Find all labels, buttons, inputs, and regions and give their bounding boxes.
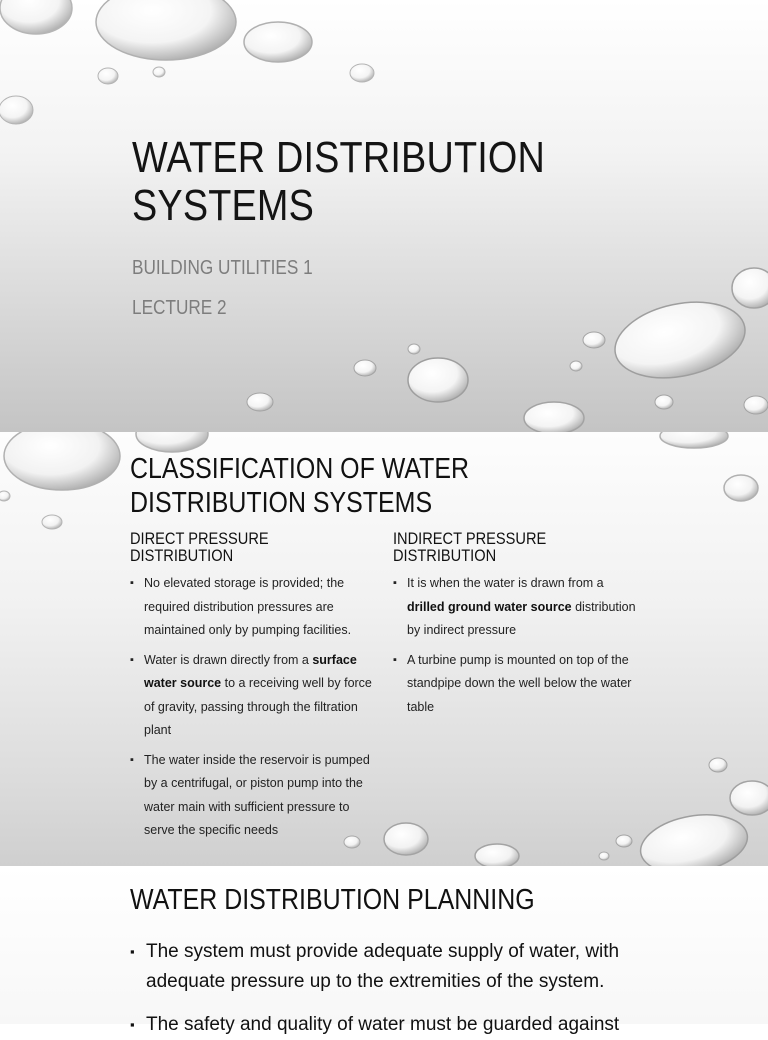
list-item xyxy=(130,649,380,743)
bullet-text: Water is drawn directly from a xyxy=(144,652,313,667)
list-item xyxy=(393,649,643,720)
direct-pressure-bullets xyxy=(130,572,380,843)
bullet-text: A turbine pump is mounted on top of the standpipe down the well below the water table xyxy=(407,652,632,714)
title-line-2: DISTRIBUTION SYSTEMS xyxy=(130,487,433,519)
bullet-text: The system must provide adequate supply of water, with adequate pressure up to the extremities of the system. xyxy=(146,941,620,992)
bullet-text: to a receiving well by force of gravity, passing through the filtration plant xyxy=(144,676,372,737)
indirect-pressure-heading xyxy=(393,530,608,564)
direct-pressure-column xyxy=(130,530,380,849)
title-line-2: SYSTEMS xyxy=(132,181,315,230)
planning-title: WATER DISTRIBUTION PLANNING xyxy=(130,884,535,916)
subtitle-lecture: LECTURE 2 xyxy=(132,297,227,319)
slide-title xyxy=(0,0,768,432)
heading-line-2: DISTRIBUTION xyxy=(130,546,234,565)
bullet-emphasis: surface water source xyxy=(144,652,357,690)
list-item xyxy=(130,572,380,643)
bullet-text: The safety and quality of water must be guarded against xyxy=(146,1014,620,1035)
heading-line-2: DISTRIBUTION xyxy=(393,546,497,565)
bullet-text: No elevated storage is provided; the required distribution pressures are maintained only by pumping facilities. xyxy=(144,576,352,637)
bullet-text: The water inside the reservoir is pumped by a centrifugal, or piston pump into the water main with sufficient pressure to serve the specific needs xyxy=(144,752,370,837)
subtitle-course: BUILDING UTILITIES 1 xyxy=(132,257,313,279)
slide-title-heading xyxy=(132,134,545,230)
indirect-pressure-bullets xyxy=(393,572,643,719)
list-item xyxy=(130,937,690,997)
bullet-emphasis: drilled ground water source xyxy=(407,599,572,614)
title-line-1: WATER DISTRIBUTION xyxy=(132,133,546,182)
list-item xyxy=(130,749,380,843)
bullet-text: It is when the water is drawn from a xyxy=(407,576,604,590)
bullet-text: distribution by indirect pressure xyxy=(407,599,636,637)
classification-title xyxy=(130,452,469,520)
list-item xyxy=(130,1010,690,1040)
bullet-marker: ▪ xyxy=(130,1017,135,1032)
heading-line-1: INDIRECT PRESSURE xyxy=(393,529,547,548)
indirect-pressure-column xyxy=(393,530,643,725)
direct-pressure-heading xyxy=(130,530,345,564)
heading-line-1: DIRECT PRESSURE xyxy=(130,529,269,548)
list-item xyxy=(393,572,643,643)
title-line-1: CLASSIFICATION OF WATER xyxy=(130,453,470,485)
bullet-marker: ▪ xyxy=(130,944,135,959)
